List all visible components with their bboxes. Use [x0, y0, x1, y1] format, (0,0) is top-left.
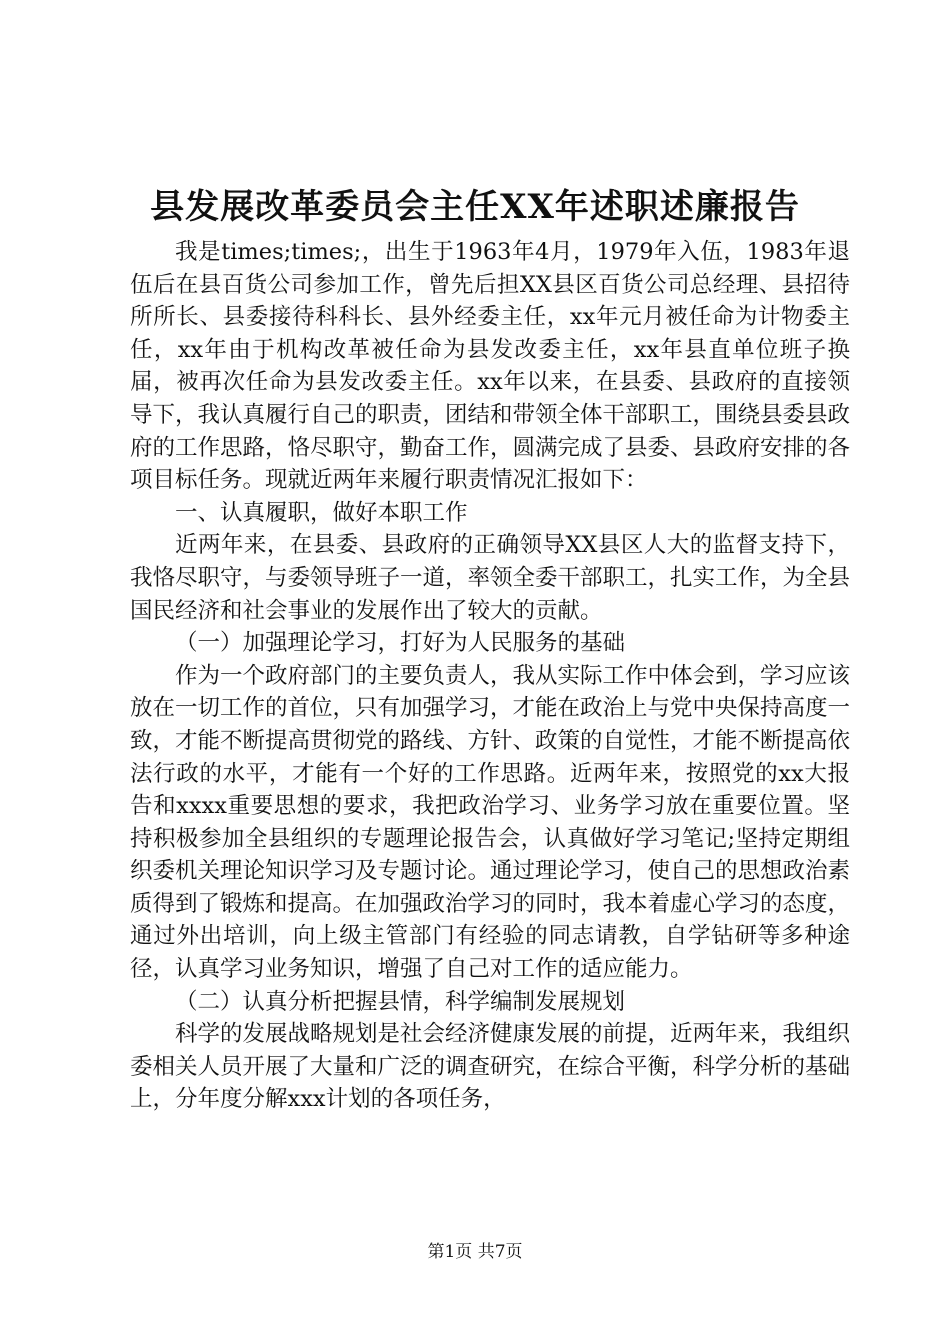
subsection-2-paragraph: 科学的发展战略规划是社会经济健康发展的前提，近两年来，我组织委相关人员开展了大量和广泛的调查研究，在综合平衡，科学分析的基础上，分年度分解xxx计划的各项任务，	[130, 1021, 851, 1113]
document-body	[130, 236, 850, 1116]
section-heading-1: 一、认真履职，做好本职工作	[175, 499, 468, 526]
document-title: 县发展改革委员会主任XX年述职述廉报告	[150, 187, 800, 227]
page-number-footer: 第1页 共7页	[427, 1242, 523, 1262]
intro-paragraph: 我是times;times;，出生于1963年4月，1979年入伍，1983年退伍后在县百货公司参加工作，曾先后担XX县区百货公司总经理、县招待所所长、县委接待科科长、县外经委主任，xx年元月被任命为计物委主任，xx年由于机构改革被任命为县发改委主任，xx年县直单位班子换届，被再次任命为县发改委主任。xx年以来，在县委、县政府的直接领导下，我认真履行自己的职责，团结和带领全体干部职工，围绕县委县政府的工作思路，恪尽职守，勤奋工作，圆满完成了县委、县政府安排的各项目标任务。现就近两年来履行职责情况汇报如下：	[130, 239, 851, 494]
section-1-paragraph: 近两年来，在县委、县政府的正确领导XX县区人大的监督支持下，我恪尽职守，与委领导班子一道，率领全委干部职工，扎实工作，为全县国民经济和社会事业的发展作出了较大的贡献。	[130, 532, 851, 624]
subsection-heading-1: （一）加强理论学习，打好为人民服务的基础	[175, 630, 626, 657]
subsection-1-paragraph: 作为一个政府部门的主要负责人，我从实际工作中体会到，学习应该放在一切工作的首位，只有加强学习，才能在政治上与党中央保持高度一致，才能不断提高贯彻党的路线、方针、政策的自觉性，才能不断提高依法行政的水平，才能有一个好的工作思路。近两年来，按照党的xx大报告和xxxx重要思想的要求，我把政治学习、业务学习放在重要位置。坚持积极参加全县组织的专题理论报告会，认真做好学习笔记;坚持定期组织委机关理论知识学习及专题讨论。通过理论学习，使自己的思想政治素质得到了锻炼和提高。在加强政治学习的同时，我本着虚心学习的态度，通过外出培训，向上级主管部门有经验的同志请教，自学钻研等多种途径，认真学习业务知识，增强了自己对工作的适应能力。	[130, 662, 851, 983]
subsection-heading-2: （二）认真分析把握县情，科学编制发展规划	[175, 988, 626, 1015]
